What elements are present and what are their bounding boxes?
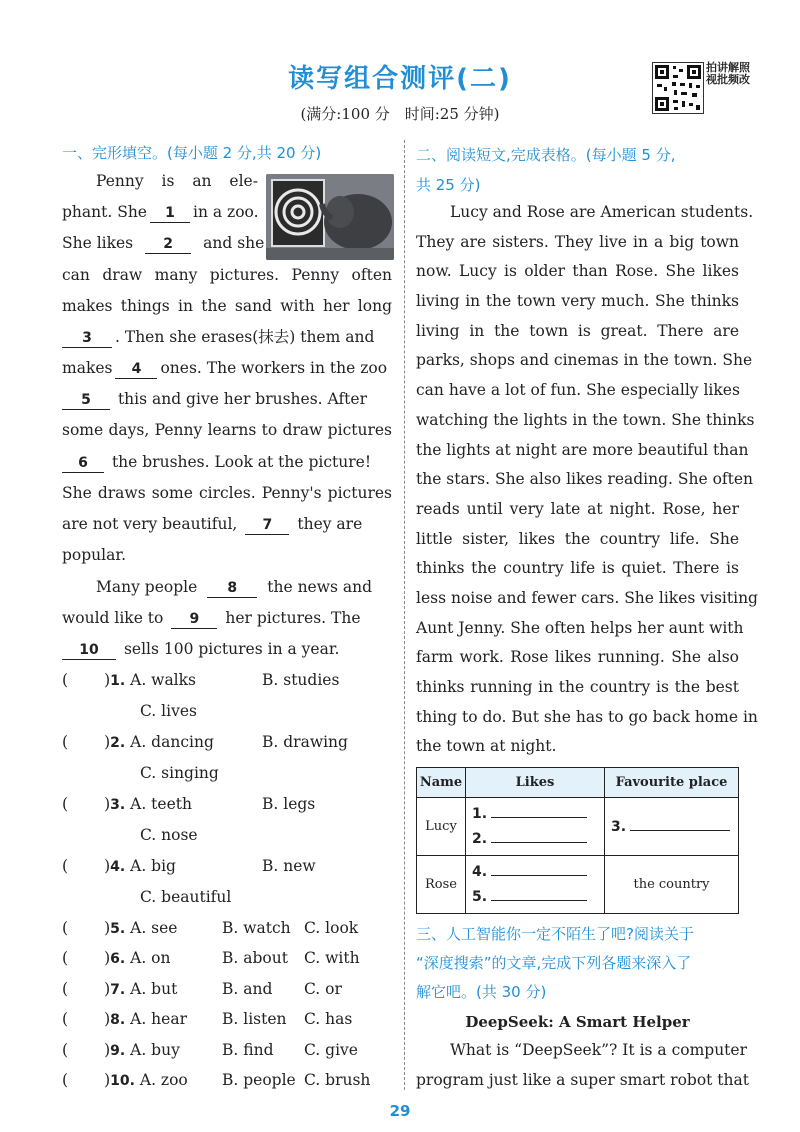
question-2-option-b[interactable]: B. drawing xyxy=(262,733,348,751)
section3-title-line3: 解它吧。(共 30 分) xyxy=(416,983,547,1001)
question-5-option-b[interactable]: B. watch xyxy=(222,919,291,937)
question-3-option-b[interactable]: B. legs xyxy=(262,795,316,813)
blank-3[interactable]: 3 xyxy=(62,329,112,348)
question-9-option-b[interactable]: B. find xyxy=(222,1041,274,1059)
table-cell-lucy: Lucy xyxy=(417,798,466,856)
section2-title-line2: 共 25 分) xyxy=(416,176,481,194)
question-2[interactable]: ( )2. A. dancing xyxy=(62,733,214,751)
blank-5[interactable]: 5 xyxy=(62,391,110,410)
question-2-option-c[interactable]: C. singing xyxy=(140,764,219,782)
qr-label: 拍讲解照视批频改 xyxy=(706,61,750,86)
passage-line-16: 10 sells 100 pictures in a year. xyxy=(62,634,339,665)
question-1-option-c[interactable]: C. lives xyxy=(140,702,197,720)
answer-row-5[interactable]: 5. xyxy=(472,885,598,910)
passage-line-12: are not very beautiful, 7 they are xyxy=(62,515,363,533)
question-10-option-b[interactable]: B. people xyxy=(222,1071,296,1089)
passage-line-6: 3 . Then she erases(抹去) them and xyxy=(62,322,374,353)
passage-line-8: 5 this and give her brushes. After xyxy=(62,384,367,415)
question-6[interactable]: ( )6. A. on xyxy=(62,949,171,967)
blank-1[interactable]: 1 xyxy=(150,204,190,223)
table-cell-rose-place: the country xyxy=(605,856,739,914)
passage-line-10: 6 the brushes. Look at the picture! xyxy=(62,447,371,478)
column-divider xyxy=(404,140,405,1090)
question-3[interactable]: ( )3. A. teeth xyxy=(62,795,192,813)
passage-line-15: would like to 9 her pictures. The xyxy=(62,609,361,627)
table-cell-rose: Rose xyxy=(417,856,466,914)
passage-line-14: Many people 8 the news and xyxy=(96,578,373,596)
question-7-option-b[interactable]: B. and xyxy=(222,980,273,998)
question-6-option-c[interactable]: C. with xyxy=(304,949,360,967)
blank-10[interactable]: 10 xyxy=(62,641,116,660)
question-8-option-b[interactable]: B. listen xyxy=(222,1010,287,1028)
blank-9[interactable]: 9 xyxy=(171,610,217,629)
question-9[interactable]: ( )9. A. buy xyxy=(62,1041,180,1059)
passage-line-13: popular. xyxy=(62,546,126,564)
question-7[interactable]: ( )7. A. but xyxy=(62,980,178,998)
blank-8[interactable]: 8 xyxy=(207,579,257,598)
section1-title: 一、完形填空。(每小题 2 分,共 20 分) xyxy=(62,144,322,162)
section2-passage: Lucy and Rose are American students. They are sisters. They live in a big town now. Lucy is older than Rose. She likes living in the town very much. She thinks living in the town is great. There are parks, shops and cinemas in the town. She can have a lot of fun. She especially likes watching the lights in the town. She thinks the lights at night are more beautiful than the stars. She also likes reading. She often reads until very late at night. Rose, her little sister, likes the country life. She thinks the country life is quiet. There is less noise and fewer cars. She likes visiting Aunt Jenny. She often helps her aunt with farm work. Rose likes running. She also thinks running in the country is the best thing to do. But she has to go back home in the town at night. xyxy=(416,203,758,756)
question-10-option-c[interactable]: C. brush xyxy=(304,1071,371,1089)
answer-row-3[interactable]: 3. xyxy=(611,819,732,835)
blank-2[interactable]: 2 xyxy=(145,235,191,254)
qr-code-icon[interactable] xyxy=(652,62,704,114)
answer-table xyxy=(416,767,739,914)
section2-title-line1: 二、阅读短文,完成表格。(每小题 5 分, xyxy=(416,146,676,164)
passage-line-5: makes things in the sand with her long xyxy=(62,297,392,315)
question-7-option-c[interactable]: C. or xyxy=(304,980,342,998)
section3-title-line2: “深度搜索”的文章,完成下列各题来深入了 xyxy=(416,954,692,972)
passage-line-7: makes 4 ones. The workers in the zoo xyxy=(62,359,388,377)
table-header-place: Favourite place xyxy=(605,768,739,798)
article-title: DeepSeek: A Smart Helper xyxy=(465,1013,690,1031)
question-8[interactable]: ( )8. A. hear xyxy=(62,1010,187,1028)
table-header-name: Name xyxy=(417,768,466,798)
section3-title-line1: 三、人工智能你一定不陌生了吧?阅读关于 xyxy=(416,925,694,943)
article-line-2: program just like a super smart robot that xyxy=(416,1071,749,1089)
passage-line-2: phant. She 1 in a zoo. xyxy=(62,203,259,221)
blank-7[interactable]: 7 xyxy=(245,516,289,535)
passage-line-4: can draw many pictures. Penny often xyxy=(62,266,392,284)
answer-row-4[interactable]: 4. xyxy=(472,860,598,885)
blank-4[interactable]: 4 xyxy=(115,360,157,379)
page-number: 29 xyxy=(389,1102,411,1120)
question-4[interactable]: ( )4. A. big xyxy=(62,857,176,875)
passage-line-11: She draws some circles. Penny's pictures xyxy=(62,484,392,502)
answer-row-2[interactable]: 2. xyxy=(472,827,598,852)
question-4-option-b[interactable]: B. new xyxy=(262,857,316,875)
question-10[interactable]: ( )10. A. zoo xyxy=(62,1071,188,1089)
question-3-option-c[interactable]: C. nose xyxy=(140,826,198,844)
elephant-painting-image xyxy=(266,174,394,260)
blank-6[interactable]: 6 xyxy=(62,454,104,473)
question-1[interactable]: ( )1. A. walks xyxy=(62,671,196,689)
question-4-option-c[interactable]: C. beautiful xyxy=(140,888,232,906)
passage-line-3: She likes 2 and she xyxy=(62,234,265,252)
question-8-option-c[interactable]: C. has xyxy=(304,1010,353,1028)
question-6-option-b[interactable]: B. about xyxy=(222,949,288,967)
page-title: 读写组合测评(二) xyxy=(288,64,512,94)
question-1-option-b[interactable]: B. studies xyxy=(262,671,340,689)
table-header-likes: Likes xyxy=(466,768,605,798)
passage-line-1: Penny is an ele- xyxy=(96,172,258,190)
article-line-1: What is “DeepSeek”? It is a computer xyxy=(450,1041,747,1059)
question-9-option-c[interactable]: C. give xyxy=(304,1041,358,1059)
passage-line-9: some days, Penny learns to draw pictures xyxy=(62,421,392,439)
page-subtitle: (满分:100 分 时间:25 分钟) xyxy=(300,105,500,123)
question-5-option-c[interactable]: C. look xyxy=(304,919,359,937)
answer-row-1[interactable]: 1. xyxy=(472,802,598,827)
question-5[interactable]: ( )5. A. see xyxy=(62,919,178,937)
